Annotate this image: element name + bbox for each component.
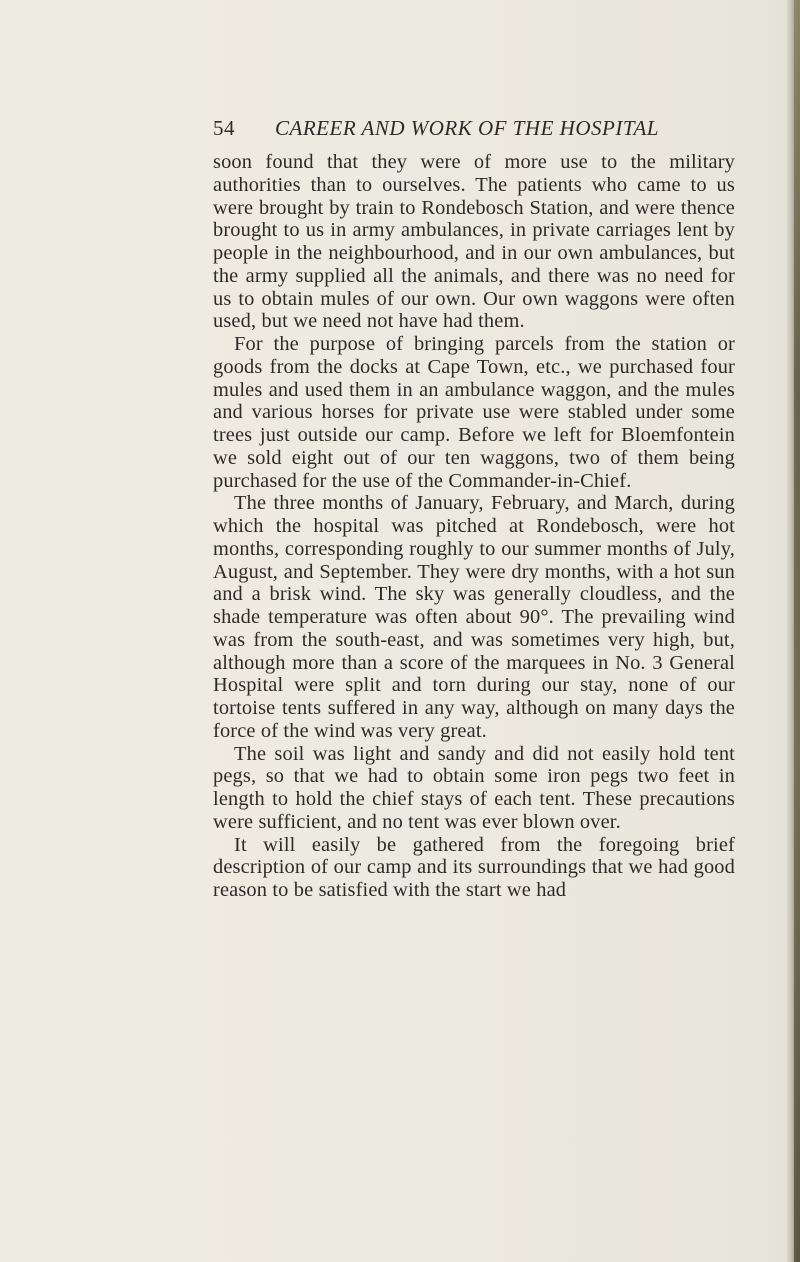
body-text: [213, 151, 735, 902]
page-edge-binding: [794, 0, 800, 1262]
paragraph-climate: The three months of January, February, and March, during which the hospital was pitched at Rondebosch, were hot months, corresponding roughly to our summer months of July, August, and September. They were dry months, with a hot sun and a brisk wind. The sky was generally cloudless, and the shade temperature was often about 90°. The prevailing wind was from the south-east, and was sometimes very high, but, although more than a score of the marquees in No. 3 General Hospital were split and torn during our stay, none of our tortoise tents suffered in any way, although on many days the force of the wind was very great.: [213, 492, 735, 742]
page-number: 54: [213, 116, 235, 140]
paragraph-mules: For the purpose of bringing parcels from the station or goods from the docks at Cape Town, etc., we purchased four mules and used them in an ambulance waggon, and the mules and various horses for private use were stabled under some trees just outside our camp. Before we left for Bloemfontein we sold eight out of our ten waggons, two of them being purchased for the use of the Commander-in-Chief.: [213, 333, 735, 492]
paragraph-conclusion: It will easily be gathered from the foregoing brief description of our camp and its surroundings that we had good reason to be satisfied with the start we had: [213, 833, 735, 901]
paragraph-soil: The soil was light and sandy and did not easily hold tent pegs, so that we had to obtain some iron pegs two feet in length to hold the chief stays of each tent. These precautions were sufficient, and no tent was ever blown over.: [213, 742, 735, 833]
paragraph-continuation: soon found that they were of more use to the military authorities than to ourselves. The patients who came to us were brought by train to Rondebosch Station, and were thence brought to us in army ambulances, in private carriages lent by people in the neighbourhood, and in our own ambulances, but the army supplied all the animals, and there was no need for us to obtain mules of our own. Our own waggons were often used, but we need not have had them.: [213, 151, 735, 333]
running-head: CAREER AND WORK OF THE HOSPITAL: [275, 116, 659, 140]
page-header: [213, 116, 733, 146]
